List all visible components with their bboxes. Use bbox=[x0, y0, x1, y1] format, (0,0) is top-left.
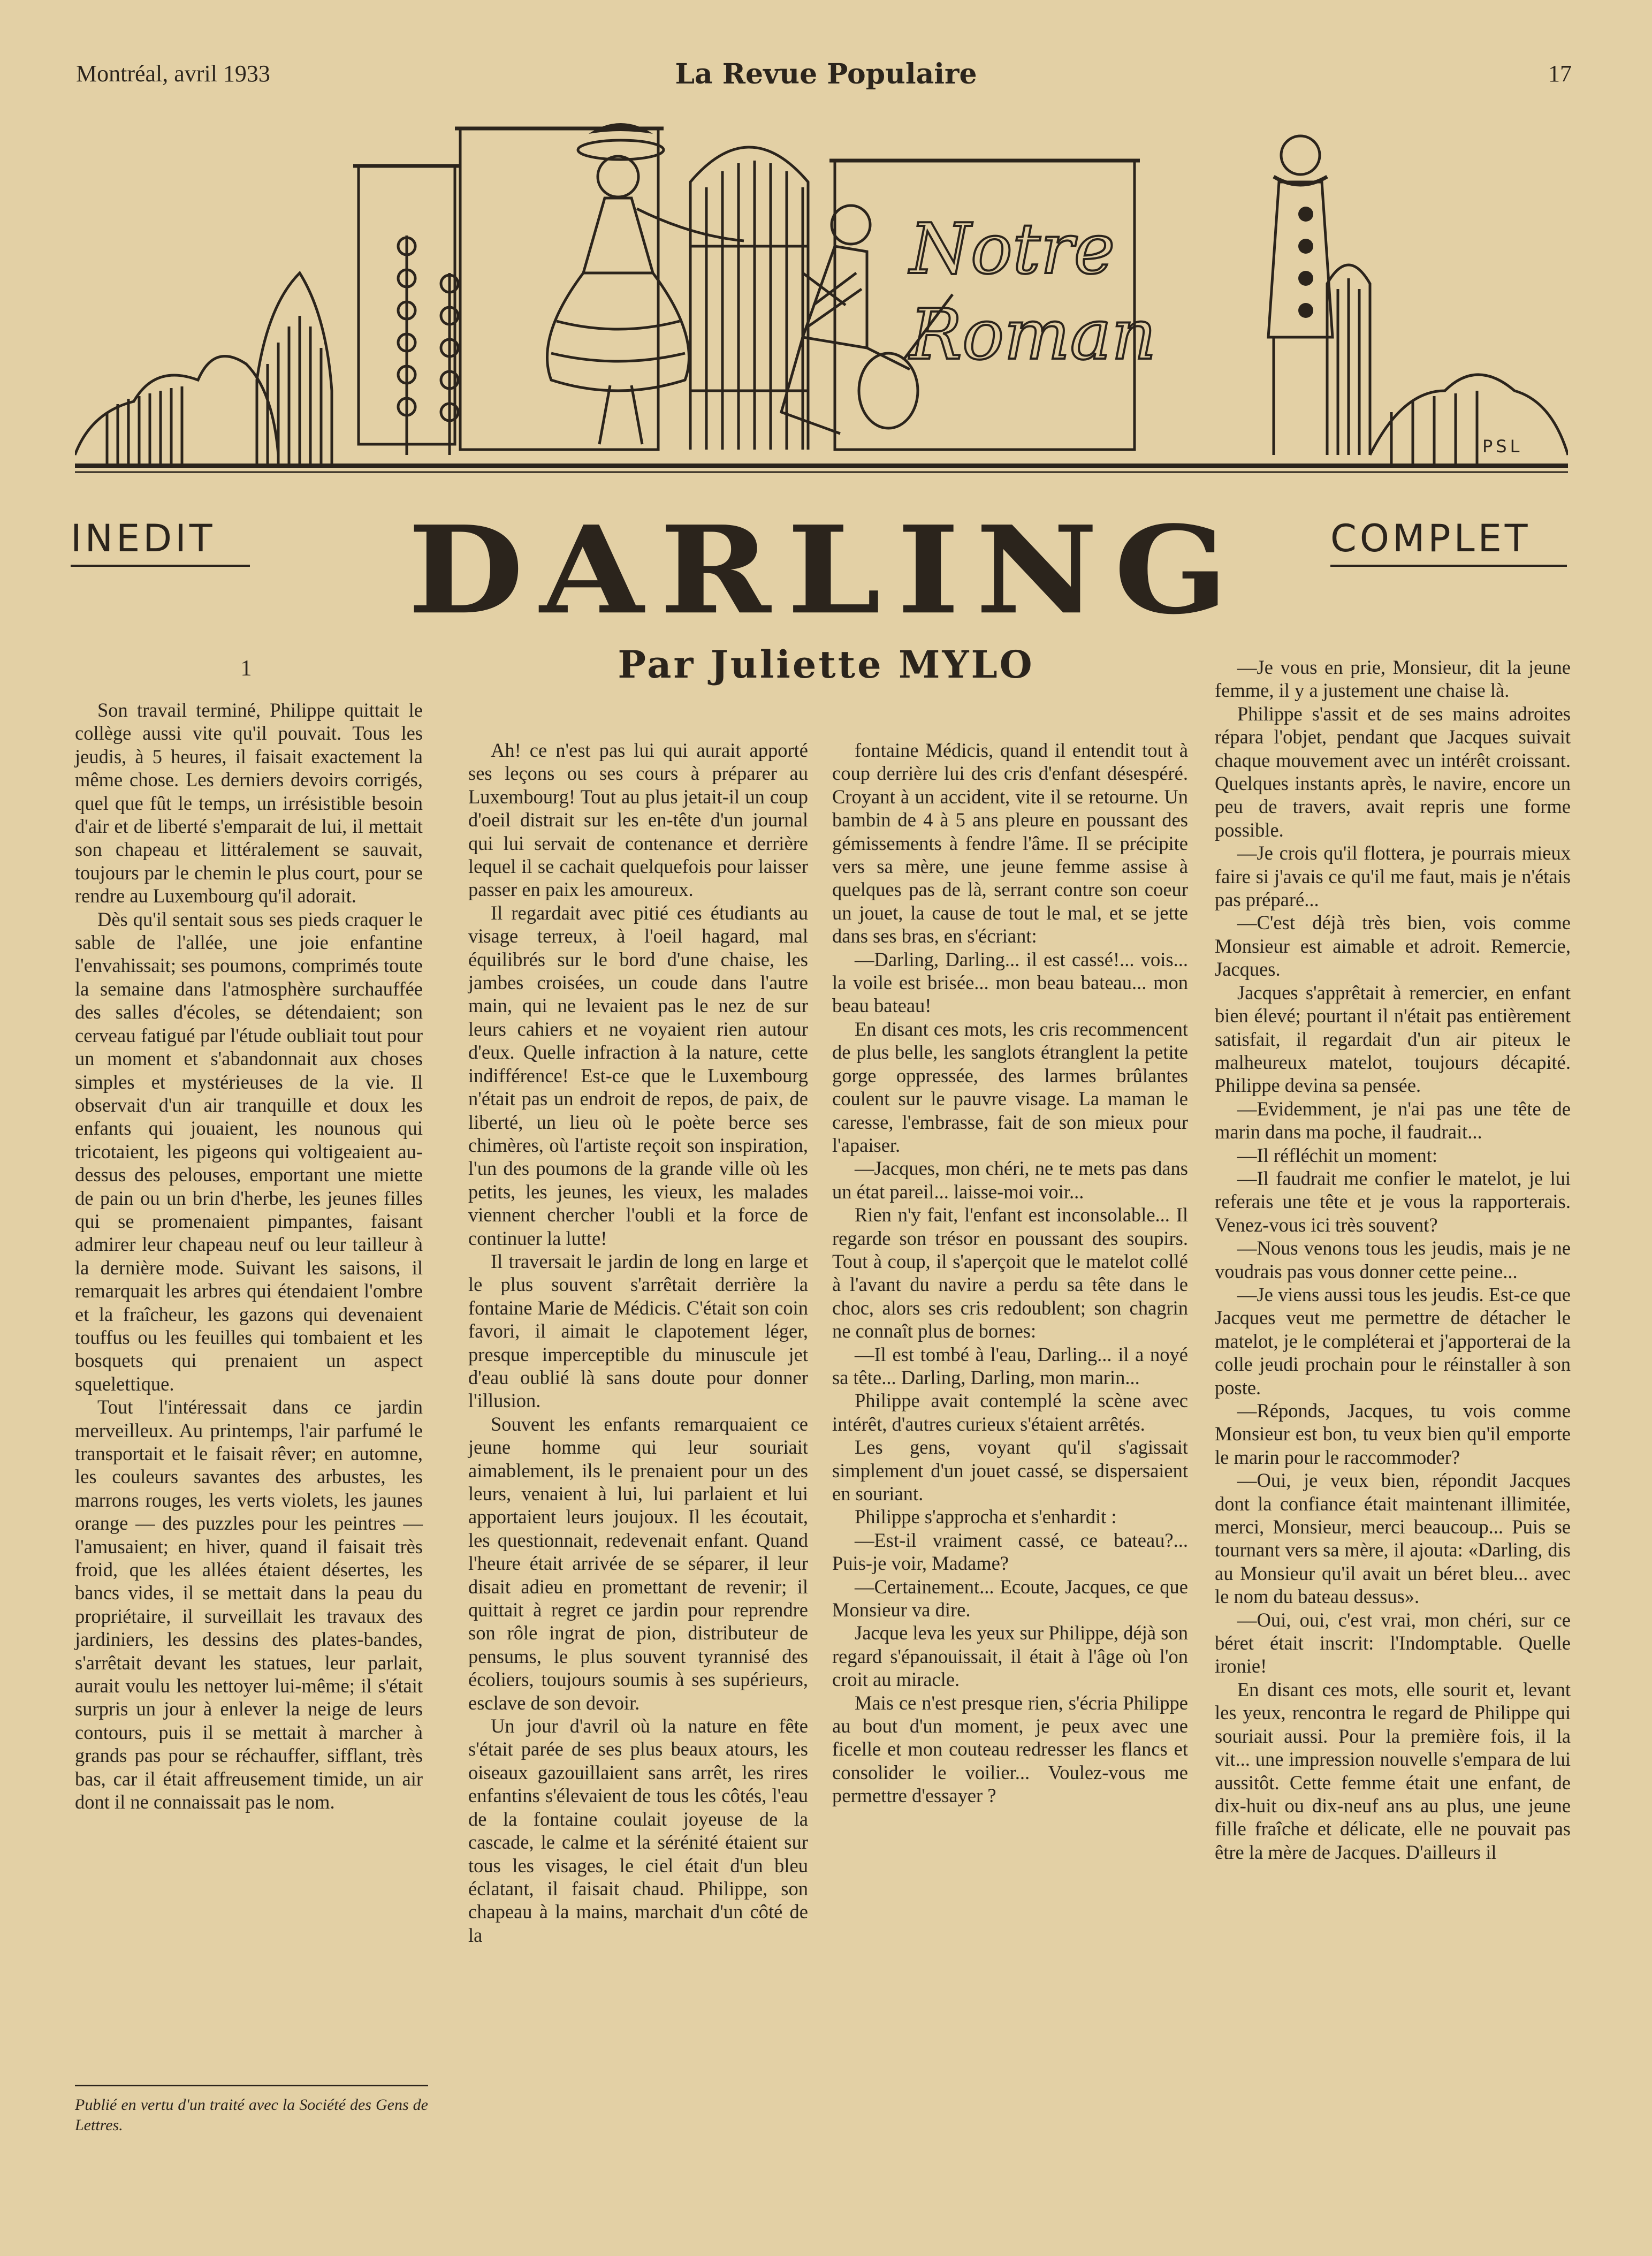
story-byline: Par Juliette MYLO bbox=[618, 642, 1034, 687]
banner-script-roman: Roman bbox=[910, 294, 1156, 375]
banner-script-notre: Notre bbox=[910, 208, 1115, 290]
paragraph: —Je crois qu'il flottera, je pourrais mieux faire si j'avais ce qu'il me faut, mais je n'étais pas préparé... bbox=[1215, 842, 1571, 911]
paragraph: —Réponds, Jacques, tu vois comme Monsieur est bon, tu veux bien qu'il emporte le marin pour le raccommoder? bbox=[1215, 1400, 1571, 1468]
paragraph: —Certainement... Ecoute, Jacques, ce que Monsieur va dire. bbox=[832, 1575, 1188, 1621]
text-column-4 bbox=[1215, 656, 1571, 1864]
label-inedit: INEDIT bbox=[71, 516, 250, 567]
paragraph: Jacques s'apprêtait à remercier, en enfant bien élevé; pourtant il n'était pas entièrement satisfait, il regardait d'un air piteux le malheureux matelot, toujours décapité. Philippe devina sa pensée. bbox=[1215, 981, 1571, 1097]
artist-signature: PSL bbox=[1482, 436, 1523, 457]
paragraph: Un jour d'avril où la nature en fête s'était parée de ses plus beaux atours, les oiseaux gazouillaient sans arrêt, les rires enfantins s'élevaient de tous les côtés, l'eau de la fontaine coulait joyeuse de la cascade, le calme et la sérénité étaient sur tous les visages, le ciel était d'un bleu éclatant, il faisait chaud. Philippe, son chapeau à la mains, marchait d'un côté de la bbox=[468, 1715, 808, 1946]
paragraph: fontaine Médicis, quand il entendit tout à coup derrière lui des cris d'enfant désespéré. Croyant à un accident, vite il se retourne. Un bambin de 4 à 5 ans pleure en poussant des gémissements à fendre l'âme. Il se précipite vers sa mère, une jeune femme assise à quelques pas de là, serrant contre son coeur un jouet, la cause de tout le mal, et se jette dans ses bras, en s'écriant: bbox=[832, 739, 1188, 947]
paragraph: Ah! ce n'est pas lui qui aurait apporté ses leçons ou ses cours à préparer au Luxembourg! Tout au plus jetait-il un coup d'oeil distrait sur les en-tête d'un journal qui lui servait de contenance et derrière lequel il se cachait quelquefois pour laisser passer en paix les amoureux. bbox=[468, 739, 808, 901]
paragraph: —Oui, oui, c'est vrai, mon chéri, sur ce béret était inscrit: l'Indomptable. Quelle ironie! bbox=[1215, 1608, 1571, 1677]
paragraph: En disant ces mots, les cris recommencent de plus belle, les sanglots étranglent la petite gorge oppressée, des larmes brûlantes coulent sur le pauvre visage. La maman le caresse, l'embrasse, fait de son mieux pour l'apaiser. bbox=[832, 1017, 1188, 1156]
paragraph: —Il est tombé à l'eau, Darling... il a noyé sa tête... Darling, Darling, mon marin... bbox=[832, 1343, 1188, 1388]
text-column-2 bbox=[468, 739, 808, 1947]
paragraph: Son travail terminé, Philippe quittait le collège aussi vite qu'il pouvait. Tous les jeudis, à 5 heures, il faisait exactement la même chose. Les derniers devoirs corrigés, quel que fût le temps, un irrésistible besoin d'air et de liberté s'emparait de lui, il mettait son chapeau et littéralement se sauvait, toujours par le chemin le plus court, pour se rendre au Luxembourg qu'il adorait. bbox=[75, 699, 423, 907]
paragraph: Tout l'intéressait dans ce jardin merveilleux. Au printemps, l'air parfumé le transportait et le faisait rêver; en automne, les couleurs savantes des arbustes, les marrons rouges, les verts violets, les jaunes orange — des puzzles pour les peintres — l'amusaient; en hiver, quand il faisait très froid, que les allées étaient désertes, les bancs vides, il se mettait dans la peau du propriétaire, il surveillait les travaux des jardiniers, les dessins des plates-bandes, s'arrêtait devant les statues, leur parlait, aurait voulu les nettoyer lui-même; il s'était surpris un jour à enlever la neige de leurs contours, puis il se mettait à marcher à grands pas pour se réchauffer, sifflant, très bas, car il était affreusement timide, un air dont il ne connaissait pas le nom. bbox=[75, 1396, 423, 1813]
text-column-1 bbox=[75, 698, 423, 1814]
paragraph: —Il faudrait me confier le matelot, je lui referais une tête et je vous la rapporterais. Venez-vous ici très souvent? bbox=[1215, 1167, 1571, 1236]
paragraph: Jacque leva les yeux sur Philippe, déjà son regard s'épanouissait, il était à l'âge où l'on croit au miracle. bbox=[832, 1622, 1188, 1691]
paragraph: —Est-il vraiment cassé, ce bateau?... Puis-je voir, Madame? bbox=[832, 1529, 1188, 1575]
paragraph: —C'est déjà très bien, vois comme Monsieur est aimable et adroit. Remercie, Jacques. bbox=[1215, 911, 1571, 981]
banner-illustration bbox=[75, 112, 1568, 479]
label-complet: COMPLET bbox=[1330, 516, 1567, 567]
story-title: DARLING bbox=[407, 499, 1245, 641]
header-date: Montréal, avril 1933 bbox=[76, 60, 270, 87]
paragraph: Mais ce n'est presque rien, s'écria Philippe au bout d'un moment, je peux avec une ficelle et mon couteau redresser les flancs et consolider le voilier... Voulez-vous me permettre d'essayer ? bbox=[832, 1691, 1188, 1807]
paragraph: Il regardait avec pitié ces étudiants au visage terreux, à l'oeil hagard, mal équilibrés sur le bord d'une chaise, les jambes croisées, un coude dans l'autre main, qui ne levaient pas le nez de sur leurs cahiers et ne voyaient rien autour d'eux. Quelle infraction à la nature, cette indifférence! Est-ce que le Luxembourg n'était pas un endroit de repos, de paix, de liberté, un lieu où le poète berce ses chimères, où l'artiste reçoit son inspiration, l'un des poumons de la grande ville où les petits, les jeunes, les vieux, les malades viennent chercher l'oubli et la force de continuer la lutte! bbox=[468, 901, 808, 1249]
paragraph: —Darling, Darling... il est cassé!... vois... la voile est brisée... mon beau bateau... mon beau bateau! bbox=[832, 948, 1188, 1017]
paragraph: —Je viens aussi tous les jeudis. Est-ce que Jacques veut me permettre de détacher le matelot, je le compléterai et j'apporterai de la colle jeudi prochain pour le réinstaller à son poste. bbox=[1215, 1283, 1571, 1399]
paragraph: Rien n'y fait, l'enfant est inconsolable... Il regarde son trésor en poussant des soupirs. Tout à coup, il s'aperçoit que le matelot collé à l'avant du navire a perdu sa tête dans le choc, alors ses cris redoublent; son chagrin ne connaît plus de bornes: bbox=[832, 1204, 1188, 1342]
paragraph: —Evidemment, je n'ai pas une tête de marin dans ma poche, il faudrait... bbox=[1215, 1097, 1571, 1143]
paragraph: —Oui, je veux bien, répondit Jacques dont la confiance était maintenant illimitée, merci, Monsieur, merci beaucoup... Puis se tournant vers sa mère, il ajouta: «Darling, dis au Monsieur qu'il avait un béret bleu... avec le nom du bateau dessus». bbox=[1215, 1469, 1571, 1608]
paragraph: Souvent les enfants remarquaient ce jeune homme qui leur souriait aimablement, ils le prenaient pour un des leurs, venaient à lui, lui parlaient et lui apportaient leurs joujoux. Il les écoutait, les questionnait, redevenait enfant. Quand l'heure était arrivée de se séparer, il leur disait adieu en promettant de revenir; il quittait à regret ce jardin pour reprendre son rôle ingrat de pion, distributeur de pensums, le plus souvent tyrannisé des écoliers, toujours soumis à ses supérieurs, esclave de son devoir. bbox=[468, 1412, 808, 1714]
paragraph: En disant ces mots, elle sourit et, levant les yeux, rencontra le regard de Philippe qui souriait aussi. Pour la première fois, il la vit... une impression nouvelle s'empara de lui aussitôt. Cette femme était une enfant, de dix-huit ou dix-neuf ans au plus, une jeune fille fraîche et délicate, elle ne pouvait pas être la mère de Jacques. D'ailleurs il bbox=[1215, 1678, 1571, 1863]
magazine-title: La Revue Populaire bbox=[675, 58, 977, 90]
paragraph: —Nous venons tous les jeudis, mais je ne voudrais pas vous donner cette peine... bbox=[1215, 1237, 1571, 1282]
paragraph: Philippe s'assit et de ses mains adroites répara l'objet, pendant que Jacques suivait chaque mouvement avec un intérêt croissant. Quelques instants après, le navire, encore un peu de travers, avait repris une forme possible. bbox=[1215, 702, 1571, 841]
text-column-3 bbox=[832, 739, 1188, 1807]
paragraph: Philippe s'approcha et s'enhardit : bbox=[855, 1506, 1117, 1528]
chapter-number: 1 bbox=[240, 656, 252, 681]
paragraph: —Il réfléchit un moment: bbox=[1237, 1144, 1438, 1166]
paragraph: Dès qu'il sentait sous ses pieds craquer le sable de l'allée, une joie enfantine l'envahissait; ses poumons, comprimés toute la semaine dans l'atmosphère surchauffée des salles d'écoles, se détendaient; son cerveau fatigué par l'étude oubliait tout pour un moment et s'abandonnait aux choses simples et mystérieuses de la vie. Il observait d'un air tranquille et doux les enfants qui jouaient, les nounous qui tricotaient, les pigeons qui voltigeaient au-dessus des pelouses, emportant une miette de pain ou un brin d'herbe, les jeunes filles qui se promenaient pimpantes, faisant admirer leur chapeau neuf ou leur tailleur à la dernière mode. Suivant les saisons, il remarquait les arbres qui étendaient l'ombre et la fraîcheur, les gazons qui devenaient touffus ou les feuilles qui tombaient et les bosquets qui prenaient un aspect squelettique. bbox=[75, 908, 423, 1395]
page-number: 17 bbox=[1548, 60, 1572, 87]
paragraph: Il traversait le jardin de long en large et le plus souvent s'arrêtait derrière la fontaine Marie de Médicis. C'était son coin favori, il aimait le clapotement léger, presque imperceptible du minuscule jet d'eau oublié là sans doute pour donner l'illusion. bbox=[468, 1250, 808, 1412]
paragraph: Philippe avait contemplé la scène avec intérêt, d'autres curieux s'étaient arrêtés. bbox=[832, 1389, 1188, 1435]
paragraph: —Jacques, mon chéri, ne te mets pas dans un état pareil... laisse-moi voir... bbox=[832, 1157, 1188, 1203]
paragraph: Les gens, voyant qu'il s'agissait simplement d'un jouet cassé, se dispersaient en souriant. bbox=[832, 1436, 1188, 1505]
paragraph: —Je vous en prie, Monsieur, dit la jeune femme, il y a justement une chaise là. bbox=[1215, 656, 1571, 702]
publication-note: Publié en vertu d'un traité avec la Société des Gens de Lettres. bbox=[75, 2085, 428, 2136]
